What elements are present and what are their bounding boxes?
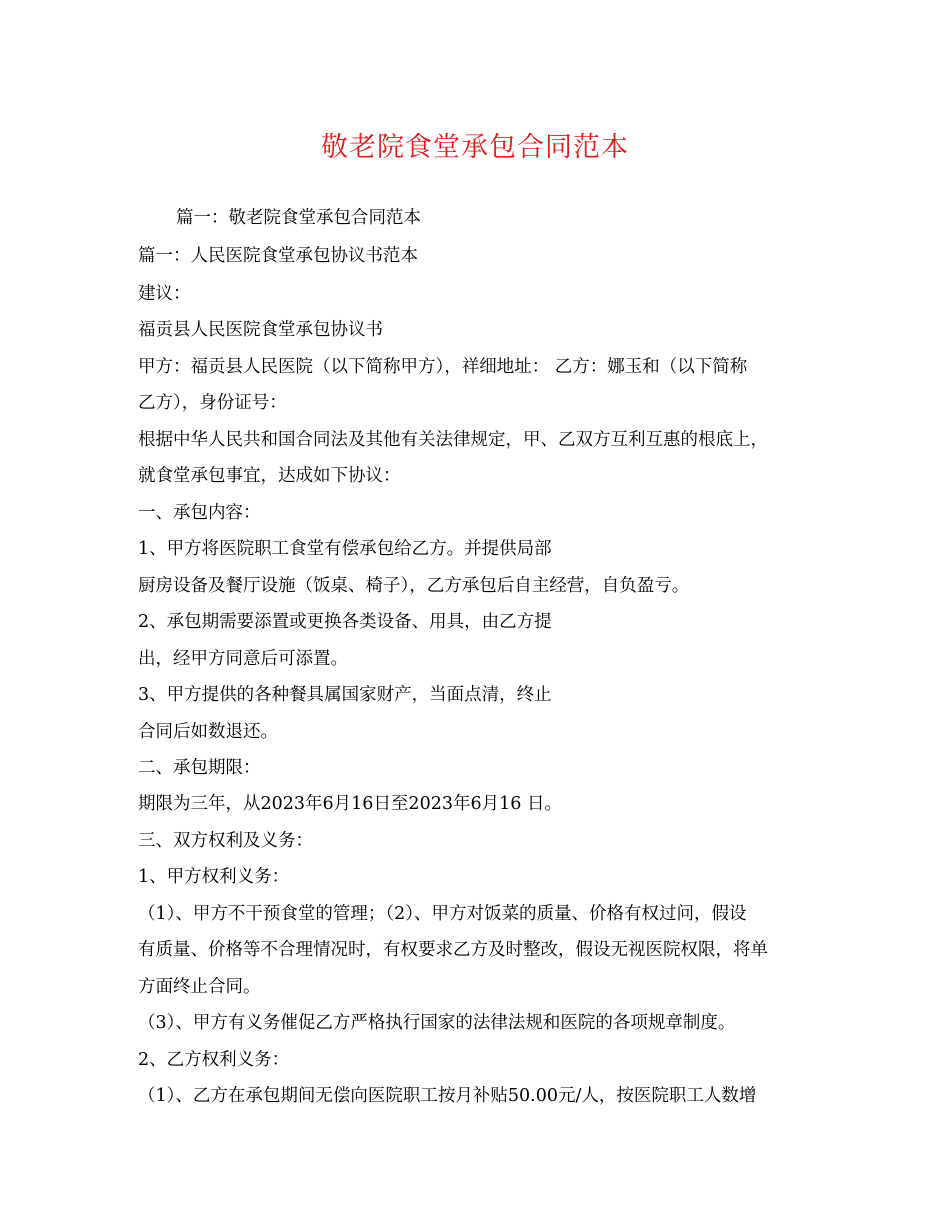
- text-line: （1）、甲方不干预食堂的管理；（2）、甲方对饭菜的质量、价格有权过问，假设: [138, 904, 747, 924]
- text-line: 合同后如数退还。: [138, 722, 278, 742]
- text-line: （3）、甲方有义务催促乙方严格执行国家的法律法规和医院的各项规章制度。: [138, 1013, 736, 1033]
- text-line: 1、甲方权利义务：: [138, 867, 290, 887]
- text-line: 出，经甲方同意后可添置。: [138, 649, 348, 669]
- text-line: 1、甲方将医院职工食堂有偿承包给乙方。并提供局部: [138, 539, 552, 559]
- text-line: 乙方），身份证号：: [138, 393, 287, 413]
- text-line: 有质量、价格等不合理情况时，有权要求乙方及时整改，假设无视医院权限，将单: [138, 940, 768, 960]
- text-line: 建议：: [138, 284, 191, 304]
- section-heading: 一、承包内容：: [138, 503, 261, 523]
- text-line: 厨房设备及餐厅设施（饭桌、椅子），乙方承包后自主经营，自负盈亏。: [138, 576, 690, 596]
- text-line: 甲方：福贡县人民医院（以下简称甲方），祥细地址： 乙方：娜玉和（以下简称: [138, 357, 748, 377]
- text-line: 方面终止合同。: [138, 977, 261, 997]
- text-line: 根据中华人民共和国合同法及其他有关法律规定，甲、乙双方互利互惠的根底上，: [138, 430, 768, 450]
- section-heading: 三、双方权利及义务：: [138, 831, 313, 851]
- text-line: 2、承包期需要添置或更换各类设备、用具，由乙方提: [138, 612, 552, 632]
- text-line: （1）、乙方在承包期间无偿向医院职工按月补贴50.00元/人，按医院职工人数增: [138, 1086, 757, 1106]
- subtitle-line: 篇一：敬老院食堂承包合同范本: [176, 208, 421, 228]
- text-line: 期限为三年，从2023年6月16日至2023年6月16 日。: [138, 794, 562, 814]
- section-heading: 二、承包期限：: [138, 758, 261, 778]
- text-line: 3、甲方提供的各种餐具属国家财产，当面点清，终止: [138, 685, 552, 705]
- text-line: 篇一：人民医院食堂承包协议书范本: [138, 246, 418, 266]
- text-line: 2、乙方权利义务：: [138, 1050, 290, 1070]
- text-line: 福贡县人民医院食堂承包协议书: [138, 320, 383, 340]
- document-title: 敬老院食堂承包合同范本: [321, 132, 629, 163]
- text-line: 就食堂承包事宜，达成如下协议：: [138, 466, 401, 486]
